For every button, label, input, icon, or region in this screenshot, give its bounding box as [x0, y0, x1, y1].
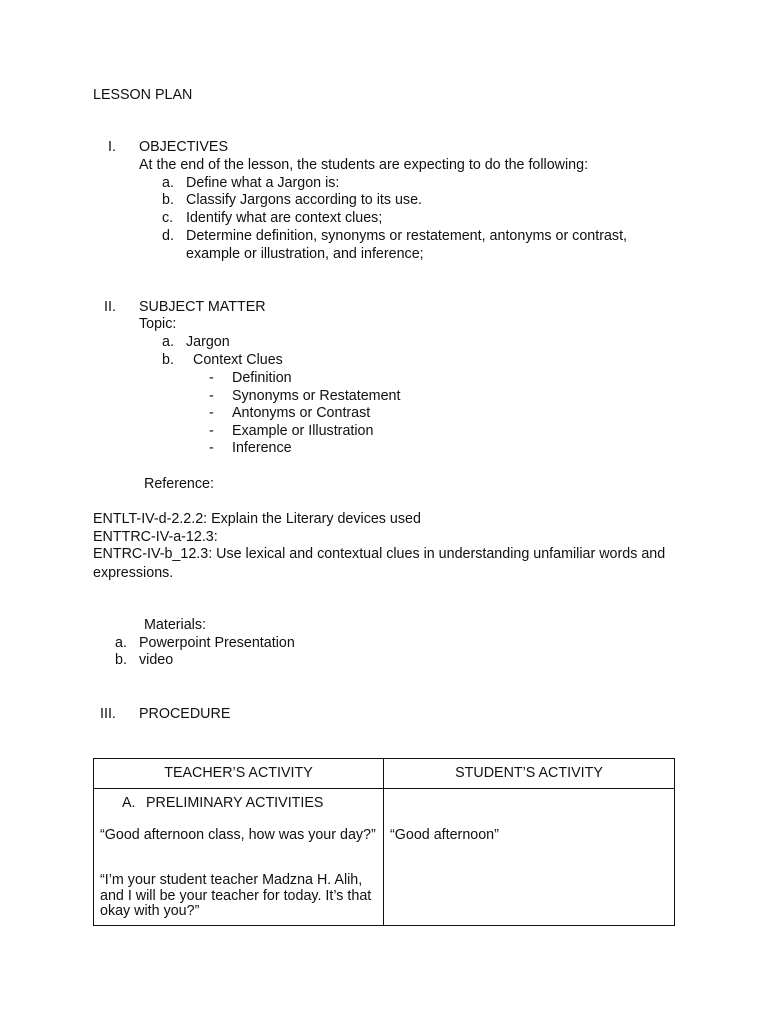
- reference-line: ENTTRC-IV-a-12.3:: [93, 529, 218, 545]
- material-marker: b.: [115, 652, 127, 668]
- page-title: LESSON PLAN: [93, 87, 193, 103]
- subtopic-item: Inference: [232, 440, 292, 456]
- objectives-numeral: I.: [108, 139, 116, 155]
- material-marker: a.: [115, 635, 127, 651]
- subject-matter-numeral: II.: [104, 299, 116, 315]
- subtopic-marker: -: [209, 370, 214, 386]
- procedure-heading: PROCEDURE: [139, 706, 231, 722]
- subtopic-marker: -: [209, 440, 214, 456]
- reference-line: expressions.: [93, 565, 174, 581]
- teacher-line: “I’m your student teacher Madzna H. Alih, and I will be your teacher for today. It’s that okay with you?”: [100, 872, 372, 919]
- objective-item: Determine definition, synonyms or restatement, antonyms or contrast,: [186, 228, 628, 244]
- subtopic-item: Definition: [232, 370, 292, 386]
- teacher-line: “Good afternoon class, how was your day?”: [100, 827, 376, 843]
- table-header-row: [94, 759, 675, 789]
- material-item: video: [139, 652, 174, 668]
- objective-item: Identify what are context clues;: [186, 210, 383, 226]
- objectives-heading: OBJECTIVES: [139, 139, 228, 155]
- topic-item: Context Clues: [193, 352, 283, 368]
- subtopic-item: Antonyms or Contrast: [232, 405, 371, 421]
- objective-item: Define what a Jargon is:: [186, 175, 340, 191]
- student-activity-cell: [384, 789, 675, 926]
- objectives-intro: At the end of the lesson, the students are expecting to do the following:: [139, 157, 589, 173]
- subtopic-item: Example or Illustration: [232, 423, 374, 439]
- topic-marker: a.: [162, 334, 174, 350]
- reference-label: Reference:: [144, 476, 214, 492]
- section-title: PRELIMINARY ACTIVITIES: [146, 795, 324, 811]
- reference-line: ENTRC-IV-b_12.3: Use lexical and contextual clues in understanding unfamiliar words and: [93, 546, 666, 562]
- reference-line: ENTLT-IV-d-2.2.2: Explain the Literary devices used: [93, 511, 421, 527]
- teacher-activity-header: TEACHER’S ACTIVITY: [94, 759, 384, 789]
- objective-marker: d.: [162, 228, 174, 244]
- table-row: [94, 789, 675, 926]
- subtopic-marker: -: [209, 423, 214, 439]
- objective-marker: c.: [162, 210, 174, 226]
- student-activity-header: STUDENT’S ACTIVITY: [384, 759, 675, 789]
- objective-marker: b.: [162, 192, 174, 208]
- subtopic-marker: -: [209, 388, 214, 404]
- procedure-numeral: III.: [100, 706, 116, 722]
- topic-item: Jargon: [186, 334, 230, 350]
- topic-marker: b.: [162, 352, 174, 368]
- topic-label: Topic:: [139, 316, 177, 332]
- student-line: “Good afternoon”: [390, 827, 499, 843]
- materials-label: Materials:: [144, 617, 206, 633]
- teacher-activity-cell: [94, 789, 384, 926]
- objective-item: Classify Jargons according to its use.: [186, 192, 423, 208]
- subject-matter-heading: SUBJECT MATTER: [139, 299, 266, 315]
- procedure-table: [93, 758, 675, 926]
- material-item: Powerpoint Presentation: [139, 635, 295, 651]
- section-marker: A.: [122, 795, 136, 811]
- objective-item-continuation: example or illustration, and inference;: [186, 246, 424, 262]
- subtopic-item: Synonyms or Restatement: [232, 388, 401, 404]
- subtopic-marker: -: [209, 405, 214, 421]
- objective-marker: a.: [162, 175, 174, 191]
